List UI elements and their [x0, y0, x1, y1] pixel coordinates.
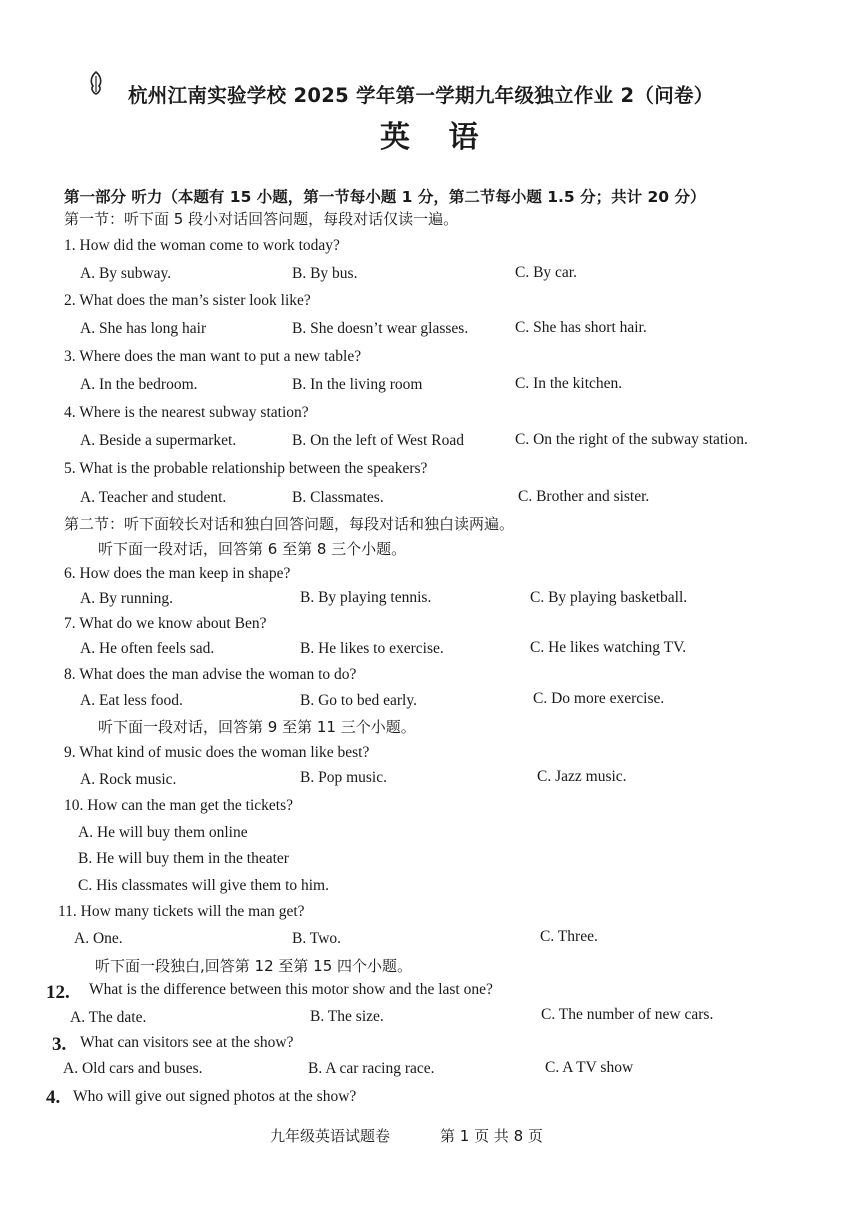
- q1-option-a: A. By subway.: [80, 265, 172, 282]
- footer-paper-name: 九年级英语试题卷: [270, 1127, 391, 1145]
- q8-option-a: A. Eat less food.: [80, 692, 183, 709]
- question-9: 9. What kind of music does the woman like best?: [64, 744, 370, 761]
- question-12-number: 12.: [46, 982, 70, 1003]
- q2-option-c: C. She has short hair.: [515, 319, 647, 336]
- q12-option-c: C. The number of new cars.: [541, 1006, 714, 1023]
- instruction-q12-15: 听下面一段独白,回答第 12 至第 15 四个小题。: [95, 957, 413, 975]
- question-14: Who will give out signed photos at the show?: [73, 1088, 357, 1105]
- q9-option-a: A. Rock music.: [80, 771, 177, 788]
- q5-option-b: B. Classmates.: [292, 489, 384, 506]
- q10-option-c: C. His classmates will give them to him.: [78, 877, 329, 894]
- question-2: 2. What does the man’s sister look like?: [64, 292, 311, 309]
- q12-option-a: A. The date.: [70, 1009, 147, 1026]
- q4-option-c: C. On the right of the subway station.: [515, 431, 748, 448]
- instruction-q6-8: 听下面一段对话，回答第 6 至第 8 三个小题。: [98, 540, 407, 558]
- q11-option-b: B. Two.: [292, 930, 342, 947]
- question-3: 3. Where does the man want to put a new table?: [64, 348, 362, 365]
- question-1: 1. How did the woman come to work today?: [64, 237, 340, 254]
- q12-option-b: B. The size.: [310, 1008, 384, 1025]
- q13-option-a: A. Old cars and buses.: [63, 1060, 203, 1077]
- subject-title: 英 语: [380, 120, 493, 155]
- q11-option-c: C. Three.: [540, 928, 598, 945]
- q9-option-c: C. Jazz music.: [537, 768, 627, 785]
- q3-option-b: B. In the living room: [292, 376, 423, 393]
- question-7: 7. What do we know about Ben?: [64, 615, 267, 632]
- q4-option-b: B. On the left of West Road: [292, 432, 464, 449]
- q6-option-c: C. By playing basketball.: [530, 589, 688, 606]
- question-13: What can visitors see at the show?: [80, 1034, 294, 1051]
- instruction-q9-11: 听下面一段对话，回答第 9 至第 11 三个小题。: [98, 718, 416, 736]
- question-11: 11. How many tickets will the man get?: [58, 903, 305, 920]
- q6-option-b: B. By playing tennis.: [300, 589, 432, 606]
- question-13-number: 3.: [52, 1034, 67, 1055]
- section2-instruction: 第二节：听下面较长对话和独白回答问题，每段对话和独白读两遍。: [64, 515, 515, 533]
- question-6: 6. How does the man keep in shape?: [64, 565, 291, 582]
- q13-option-b: B. A car racing race.: [308, 1060, 435, 1077]
- q10-option-a: A. He will buy them online: [78, 824, 248, 841]
- footer-page-number: 第 1 页 共 8 页: [440, 1127, 543, 1145]
- question-5: 5. What is the probable relationship between the speakers?: [64, 460, 428, 477]
- question-8: 8. What does the man advise the woman to do?: [64, 666, 357, 683]
- q2-option-a: A. She has long hair: [80, 320, 207, 337]
- q1-option-c: C. By car.: [515, 264, 577, 281]
- question-12: What is the difference between this motor show and the last one?: [89, 981, 493, 998]
- q5-option-a: A. Teacher and student.: [80, 489, 227, 506]
- question-14-number: 4.: [46, 1087, 61, 1108]
- q1-option-b: B. By bus.: [292, 265, 358, 282]
- section1-instruction: 第一节：听下面 5 段小对话回答问题，每段对话仅读一遍。: [64, 210, 459, 228]
- question-4: 4. Where is the nearest subway station?: [64, 404, 309, 421]
- q7-option-c: C. He likes watching TV.: [530, 639, 687, 656]
- q7-option-a: A. He often feels sad.: [80, 640, 215, 657]
- q13-option-c: C. A TV show: [545, 1059, 634, 1076]
- q2-option-b: B. She doesn’t wear glasses.: [292, 320, 469, 337]
- q5-option-c: C. Brother and sister.: [518, 488, 650, 505]
- question-10: 10. How can the man get the tickets?: [64, 797, 293, 814]
- q11-option-a: A. One.: [74, 930, 123, 947]
- q6-option-a: A. By running.: [80, 590, 173, 607]
- q3-option-a: A. In the bedroom.: [80, 376, 198, 393]
- q10-option-b: B. He will buy them in the theater: [78, 850, 289, 867]
- q4-option-a: A. Beside a supermarket.: [80, 432, 237, 449]
- part1-heading: 第一部分 听力（本题有 15 小题，第一节每小题 1 分，第二节每小题 1.5 分；共计 20 分）: [64, 188, 706, 206]
- q8-option-b: B. Go to bed early.: [300, 692, 417, 709]
- q7-option-b: B. He likes to exercise.: [300, 640, 444, 657]
- school-logo-icon: [86, 70, 106, 96]
- q8-option-c: C. Do more exercise.: [533, 690, 665, 707]
- exam-title: 杭州江南实验学校 2025 学年第一学期九年级独立作业 2（问卷）: [128, 84, 714, 107]
- q9-option-b: B. Pop music.: [300, 769, 387, 786]
- q3-option-c: C. In the kitchen.: [515, 375, 623, 392]
